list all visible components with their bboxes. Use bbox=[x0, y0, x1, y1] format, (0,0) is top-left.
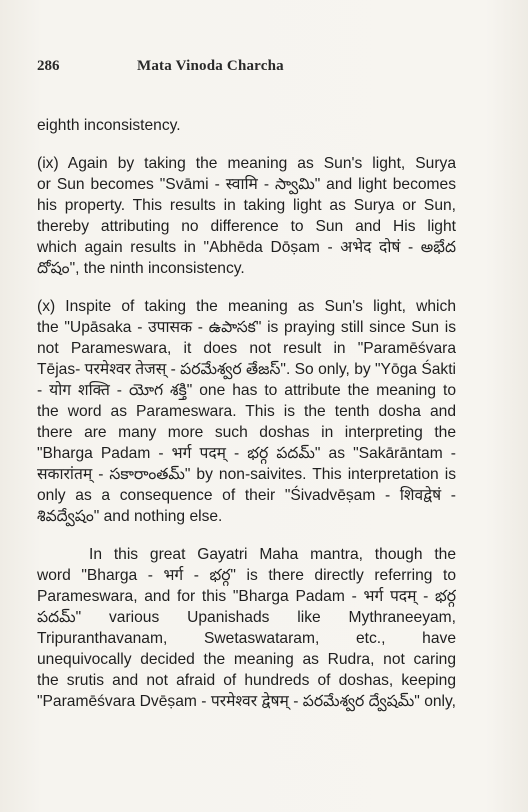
text-line: the "Upāsaka - उपासक - ఉపాసక" is praying still since Sun is bbox=[37, 319, 456, 336]
text-line: (x) Inspite of taking the meaning as Sun's light, which bbox=[37, 298, 456, 315]
text-line: పదమ్" various Upanishads like Mythraneeyam, bbox=[37, 609, 456, 626]
text-line: thereby attributing no difference to Sun and His light bbox=[37, 218, 456, 235]
text-line: word "Bharga - भर्ग - భర్గ" is there directly referring to bbox=[37, 567, 456, 584]
paragraph-gayatri bbox=[37, 544, 456, 712]
text-line: "Bharga Padam - भर्ग पदम् - భర్గ పదమ్" as "Sakārāntam - bbox=[37, 445, 456, 462]
text-line: which again results in "Abhēda Dōṣam - अभेद दोषं - అభేద bbox=[37, 239, 456, 256]
text-line: eighth inconsistency. bbox=[37, 117, 181, 134]
text-line: सकारांतम् - సకారాంతమ్" by non-saivites. This interpretation is bbox=[37, 466, 456, 483]
text-line: Parameswara, and for this "Bharga Padam - भर्ग पदम् - భర్గ bbox=[37, 588, 456, 605]
text-line: unequivocally decided the meaning as Rudra, not caring bbox=[37, 651, 456, 668]
text-line: శివద్వేషం" and nothing else. bbox=[37, 508, 223, 525]
text-line: there are many more such doshas in interpreting the bbox=[37, 424, 456, 441]
page-header bbox=[37, 58, 497, 80]
body-text bbox=[37, 115, 456, 712]
text-line: - योग शक्ति - యోగ శక్తి" one has to attribute the meaning to bbox=[37, 382, 456, 399]
paragraph-intro bbox=[37, 115, 456, 136]
text-line: Tējas- परमेश्वर तेजस् - పరమేశ్వర తేజస్". So only, by "Yōga Śakti bbox=[37, 361, 456, 378]
text-line: దోషం", the ninth inconsistency. bbox=[37, 260, 245, 277]
text-line: Tripuranthavanam, Swetaswataram, etc., have bbox=[37, 630, 456, 647]
page-number: 286 bbox=[37, 58, 60, 74]
text-line: In this great Gayatri Maha mantra, though the bbox=[89, 546, 456, 563]
text-line: "Paramēśvara Dvēṣam - परमेश्वर द्वेषम् - పరమేశ్వర ద్వేషమ్" only, bbox=[37, 693, 456, 710]
text-line: only as a consequence of their "Śivadvēṣam - शिवद्वेषं - bbox=[37, 487, 456, 504]
paragraph-ix bbox=[37, 153, 456, 279]
paragraph-x bbox=[37, 296, 456, 527]
text-line: or Sun becomes "Svāmi - स्वामि - స్వామి" and light becomes bbox=[37, 176, 456, 193]
text-line: the word as Parameswara. This is the tenth dosha and bbox=[37, 403, 456, 420]
text-line: the srutis and not afraid of hundreds of doshas, keeping bbox=[37, 672, 456, 689]
text-line: not Parameswara, it does not result in "Paramēśvara bbox=[37, 340, 456, 357]
running-title: Mata Vinoda Charcha bbox=[137, 58, 284, 74]
text-line: his property. This results in taking light as Surya or Sun, bbox=[37, 197, 456, 214]
text-line: (ix) Again by taking the meaning as Sun's light, Surya bbox=[37, 155, 456, 172]
